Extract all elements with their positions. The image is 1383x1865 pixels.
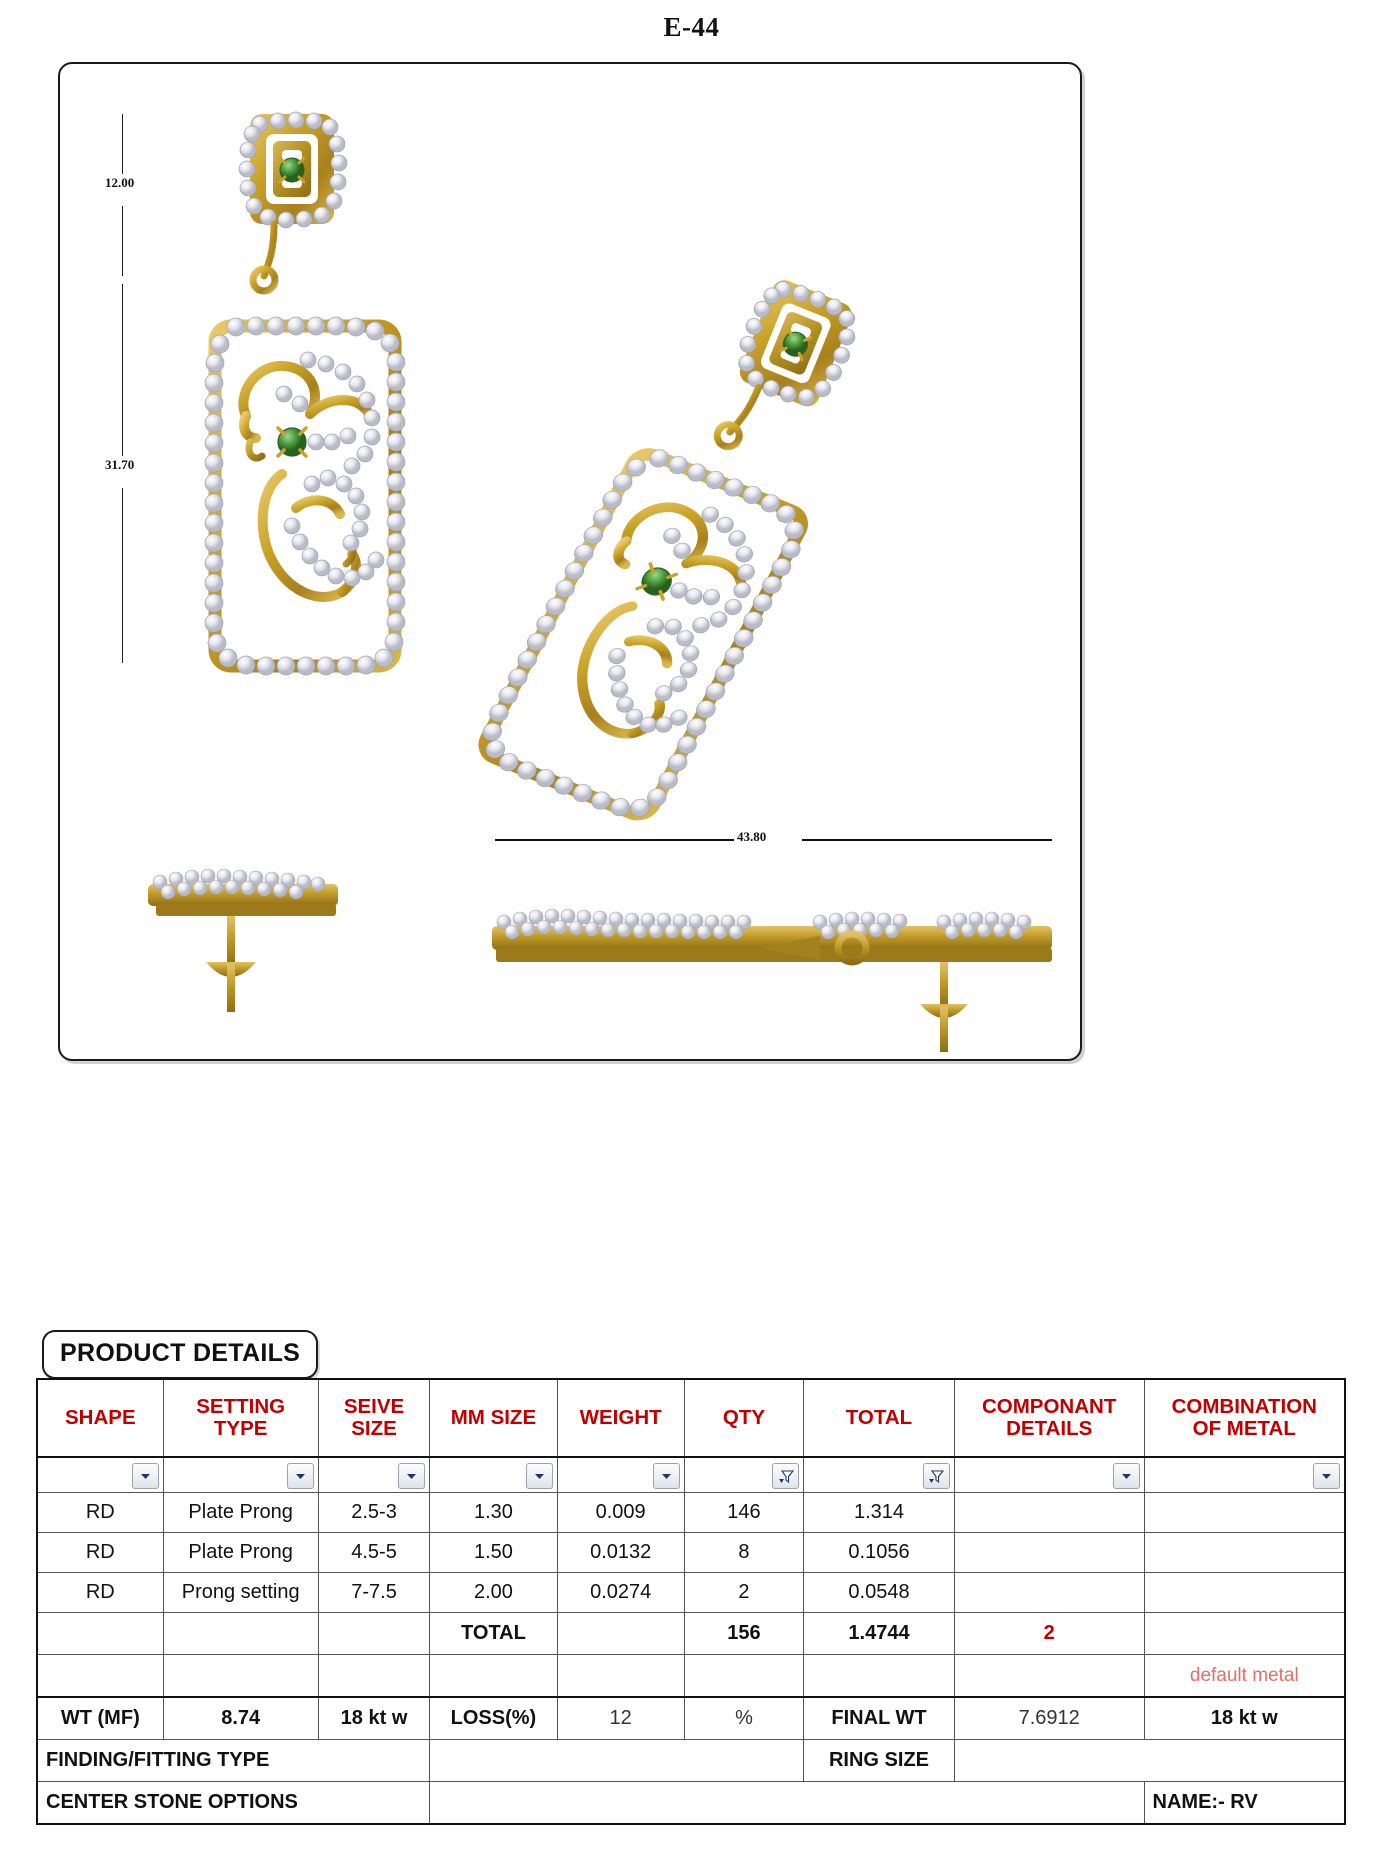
- filter-cell-componant-details[interactable]: [954, 1457, 1144, 1493]
- ring-size-value[interactable]: [954, 1740, 1345, 1782]
- total-cell-shape: [37, 1613, 163, 1655]
- total-cell-total: 1.4744: [804, 1613, 955, 1655]
- total-cell-setting-type: [163, 1613, 318, 1655]
- header-componant-details: COMPONANT DETAILS: [954, 1379, 1144, 1457]
- cell-combination-of-metal: [1144, 1533, 1345, 1573]
- loss-unit: %: [684, 1697, 803, 1740]
- header-weight: WEIGHT: [557, 1379, 684, 1457]
- total-cell-qty: 156: [684, 1613, 803, 1655]
- cell-seive-size: 2.5-3: [318, 1493, 430, 1533]
- table-row: [37, 1493, 1345, 1533]
- filter-cell-qty[interactable]: [684, 1457, 803, 1493]
- cell-mm-size: 1.50: [430, 1533, 557, 1573]
- table-weight-row: [37, 1697, 1345, 1740]
- header-setting-type: SETTING TYPE: [163, 1379, 318, 1457]
- product-details-table-wrap: [36, 1378, 1346, 1825]
- default-metal-value: default metal: [1144, 1655, 1345, 1698]
- loss-value: 12: [557, 1697, 684, 1740]
- wt-mf-label: WT (MF): [37, 1697, 163, 1740]
- filter-cell-combination-of-metal[interactable]: [1144, 1457, 1345, 1493]
- dropdown-arrow-icon[interactable]: [1113, 1463, 1140, 1489]
- header-combination-of-metal: COMBINATION OF METAL: [1144, 1379, 1345, 1457]
- cell-componant-details: [954, 1493, 1144, 1533]
- funnel-filter-icon[interactable]: [772, 1463, 799, 1489]
- bail-persp: [725, 271, 869, 419]
- total-cell-combination-of-metal: [1144, 1613, 1345, 1655]
- cell-setting-type: Plate Prong: [163, 1533, 318, 1573]
- metal-blank-3: [318, 1655, 430, 1698]
- jewelry-render-svg: [60, 64, 1076, 1055]
- metal-blank-7: [804, 1655, 955, 1698]
- metal-blank-5: [557, 1655, 684, 1698]
- designer-name: NAME:- RV: [1144, 1782, 1345, 1825]
- funnel-filter-icon[interactable]: [923, 1463, 950, 1489]
- final-metal: 18 kt w: [1144, 1697, 1345, 1740]
- cell-setting-type: Plate Prong: [163, 1493, 318, 1533]
- side-view-small: [148, 869, 338, 1012]
- final-wt-value: 7.6912: [954, 1697, 1144, 1740]
- product-details-label: PRODUCT DETAILS: [42, 1330, 318, 1379]
- filter-cell-setting-type[interactable]: [163, 1457, 318, 1493]
- filter-cell-weight[interactable]: [557, 1457, 684, 1493]
- table-finding-fitting-row: [37, 1740, 1345, 1782]
- dimension-label-12: 12.00: [102, 174, 137, 192]
- center-stone-persp: [637, 564, 676, 599]
- metal-blank-6: [684, 1655, 803, 1698]
- metal-blank-2: [163, 1655, 318, 1698]
- metal-blank-8: [954, 1655, 1144, 1698]
- perspective-view-earring: [466, 234, 897, 845]
- wt-mf-value: 8.74: [163, 1697, 318, 1740]
- cell-total: 1.314: [804, 1493, 955, 1533]
- front-view-earring: [205, 112, 405, 675]
- side-view-wide: [492, 909, 1052, 1052]
- dropdown-arrow-icon[interactable]: [398, 1463, 425, 1489]
- metal-blank-4: [430, 1655, 557, 1698]
- bail: [239, 112, 347, 228]
- filter-cell-mm-size[interactable]: [430, 1457, 557, 1493]
- drawing-canvas: [60, 64, 1080, 1059]
- cell-weight: 0.009: [557, 1493, 684, 1533]
- cell-qty: 146: [684, 1493, 803, 1533]
- table-center-stone-row: [37, 1782, 1345, 1825]
- cell-total: 0.1056: [804, 1533, 955, 1573]
- cell-seive-size: 4.5-5: [318, 1533, 430, 1573]
- cell-weight: 0.0132: [557, 1533, 684, 1573]
- ring-size-label: RING SIZE: [804, 1740, 955, 1782]
- header-mm-size: MM SIZE: [430, 1379, 557, 1457]
- cell-qty: 2: [684, 1573, 803, 1613]
- table-total-row: [37, 1613, 1345, 1655]
- dropdown-arrow-icon[interactable]: [287, 1463, 314, 1489]
- total-cell-seive-size: [318, 1613, 430, 1655]
- total-cell-weight: [557, 1613, 684, 1655]
- final-wt-label: FINAL WT: [804, 1697, 955, 1740]
- table-header-row: [37, 1379, 1345, 1457]
- cell-combination-of-metal: [1144, 1493, 1345, 1533]
- cell-total: 0.0548: [804, 1573, 955, 1613]
- center-stone-label: CENTER STONE OPTIONS: [37, 1782, 430, 1825]
- dropdown-arrow-icon[interactable]: [653, 1463, 680, 1489]
- header-seive-size: SEIVE SIZE: [318, 1379, 430, 1457]
- finding-fitting-label: FINDING/FITTING TYPE: [37, 1740, 430, 1782]
- finding-fitting-value[interactable]: [430, 1740, 804, 1782]
- center-stone-value[interactable]: [430, 1782, 1144, 1825]
- dimension-label-31: 31.70: [102, 456, 137, 474]
- metal-blank-1: [37, 1655, 163, 1698]
- header-qty: QTY: [684, 1379, 803, 1457]
- table-row: [37, 1573, 1345, 1613]
- cell-componant-details: [954, 1573, 1144, 1613]
- dropdown-arrow-icon[interactable]: [132, 1463, 159, 1489]
- cell-componant-details: [954, 1533, 1144, 1573]
- cell-mm-size: 2.00: [430, 1573, 557, 1613]
- cell-combination-of-metal: [1144, 1573, 1345, 1613]
- total-label: TOTAL: [430, 1613, 557, 1655]
- header-total: TOTAL: [804, 1379, 955, 1457]
- filter-cell-seive-size[interactable]: [318, 1457, 430, 1493]
- product-details-table: [36, 1378, 1346, 1825]
- dropdown-arrow-icon[interactable]: [1313, 1463, 1340, 1489]
- cell-mm-size: 1.30: [430, 1493, 557, 1533]
- filter-cell-total[interactable]: [804, 1457, 955, 1493]
- dimension-label-43: 43.80: [734, 828, 769, 846]
- header-shape: SHAPE: [37, 1379, 163, 1457]
- cell-shape: RD: [37, 1493, 163, 1533]
- metal-karat: 18 kt w: [318, 1697, 430, 1740]
- cell-seive-size: 7-7.5: [318, 1573, 430, 1613]
- filter-cell-shape[interactable]: [37, 1457, 163, 1493]
- page-title: E-44: [663, 12, 720, 42]
- table-filter-row: [37, 1457, 1345, 1493]
- cell-qty: 8: [684, 1533, 803, 1573]
- cell-weight: 0.0274: [557, 1573, 684, 1613]
- drawing-frame: [58, 62, 1082, 1061]
- table-row: [37, 1533, 1345, 1573]
- total-cell-componant-details: 2: [954, 1613, 1144, 1655]
- table-default-metal-row: [37, 1655, 1345, 1698]
- cell-setting-type: Prong setting: [163, 1573, 318, 1613]
- dropdown-arrow-icon[interactable]: [526, 1463, 553, 1489]
- cell-shape: RD: [37, 1573, 163, 1613]
- cell-shape: RD: [37, 1533, 163, 1573]
- loss-label: LOSS(%): [430, 1697, 557, 1740]
